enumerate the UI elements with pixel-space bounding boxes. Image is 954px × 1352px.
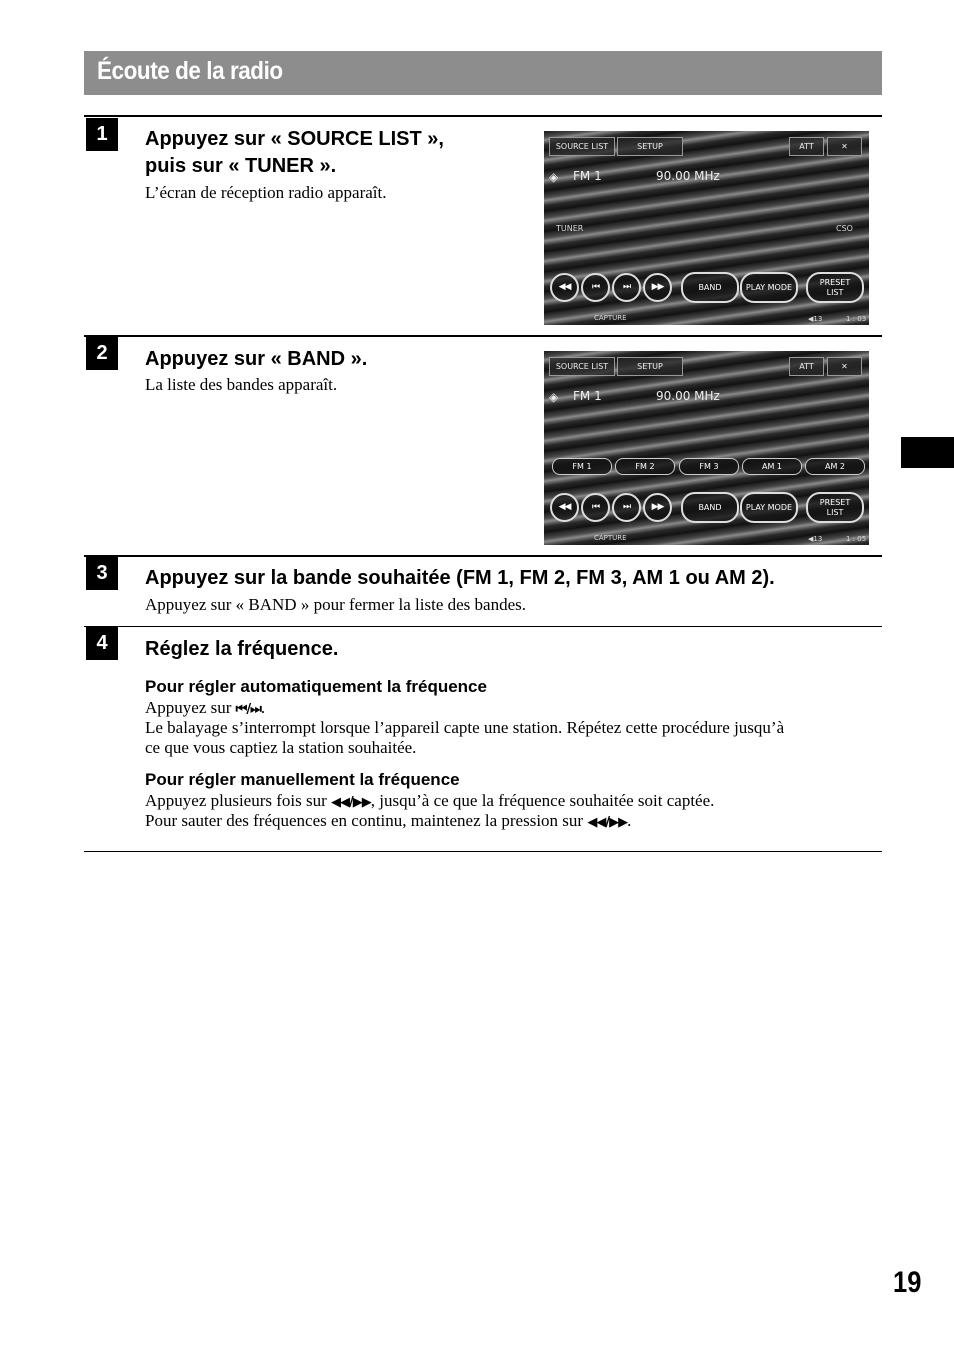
capture-label[interactable]: CAPTURE xyxy=(594,534,627,542)
band-option-am1[interactable]: AM 1 xyxy=(742,458,802,475)
page-number: 19 xyxy=(892,1266,921,1299)
auto-tune-suffix: . xyxy=(260,698,266,717)
prev-track-button[interactable]: ⏮ xyxy=(581,493,610,522)
section-header xyxy=(84,51,882,95)
preset-line2: LIST xyxy=(826,287,844,297)
band-label: FM 1 xyxy=(573,389,602,403)
play-mode-button[interactable]: PLAY MODE xyxy=(740,492,798,523)
side-tab-marker xyxy=(901,437,954,468)
frequency-display: 90.00 MHz xyxy=(656,389,720,403)
step-3-heading: Appuyez sur la bande souhaitée (FM 1, FM 2, FM 3, AM 1 ou AM 2). xyxy=(145,567,775,589)
att-button[interactable]: ATT xyxy=(789,137,824,156)
manual-tune-line1 xyxy=(145,791,714,813)
band-option-am2[interactable]: AM 2 xyxy=(805,458,865,475)
prev-next-icon: ⏮/⏭ xyxy=(235,702,261,717)
seek-back-button[interactable]: ◀◀ xyxy=(550,493,579,522)
source-list-button[interactable]: SOURCE LIST xyxy=(549,137,615,156)
step-number: 4 xyxy=(86,627,118,660)
seek-forward-button[interactable]: ▶▶ xyxy=(643,273,672,302)
cso-tag: CSO xyxy=(836,224,853,233)
seek-forward-button[interactable]: ▶▶ xyxy=(643,493,672,522)
clock: 1 : 03 xyxy=(846,315,867,323)
auto-tune-prefix: Appuyez sur xyxy=(145,698,232,717)
step-3-text: Appuyez sur « BAND » pour fermer la liste des bandes. xyxy=(145,595,526,614)
seek-icon: ◀◀/▶▶ xyxy=(587,815,628,830)
seek-icon: ◀◀/▶▶ xyxy=(331,795,371,810)
manual-tune-title: Pour régler manuellement la fréquence xyxy=(145,770,460,789)
manual-tune-line2 xyxy=(145,811,631,833)
setup-button[interactable]: SETUP xyxy=(617,357,683,376)
step-2-text: La liste des bandes apparaît. xyxy=(145,375,338,394)
next-track-button[interactable]: ⏭ xyxy=(612,273,641,302)
divider xyxy=(84,555,882,557)
preset-line1: PRESET xyxy=(819,277,851,287)
att-button[interactable]: ATT xyxy=(789,357,824,376)
capture-label[interactable]: CAPTURE xyxy=(594,314,627,322)
play-mode-button[interactable]: PLAY MODE xyxy=(740,272,798,303)
frequency-display: 90.00 MHz xyxy=(656,169,720,183)
band-label: FM 1 xyxy=(573,169,602,183)
tuner-screen-1 xyxy=(544,131,869,325)
next-track-button[interactable]: ⏭ xyxy=(612,493,641,522)
preset-list-button[interactable] xyxy=(806,492,864,523)
step-number: 2 xyxy=(86,337,118,370)
volume-indicator xyxy=(808,315,822,323)
band-button[interactable]: BAND xyxy=(681,492,739,523)
divider xyxy=(84,851,882,852)
prev-track-button[interactable]: ⏮ xyxy=(581,273,610,302)
close-button[interactable]: ✕ xyxy=(827,357,862,376)
preset-list-button[interactable] xyxy=(806,272,864,303)
band-arrows-icon: ◈ xyxy=(549,390,559,404)
manual-tune-line2-suffix: . xyxy=(627,811,632,830)
tuner-screen-2 xyxy=(544,351,869,545)
band-option-fm3[interactable]: FM 3 xyxy=(679,458,739,475)
step-1-text: L’écran de réception radio apparaît. xyxy=(145,183,387,202)
step-1-heading xyxy=(145,126,444,180)
band-arrows-icon: ◈ xyxy=(549,170,559,184)
clock: 1 : 05 xyxy=(846,535,867,543)
step-4-heading: Réglez la fréquence. xyxy=(145,638,339,660)
seek-back-button[interactable]: ◀◀ xyxy=(550,273,579,302)
speaker-icon: ◀ xyxy=(808,535,814,543)
source-name: TUNER xyxy=(556,224,584,233)
auto-tune-line3: ce que vous captiez la station souhaitée. xyxy=(145,738,417,757)
step-number: 3 xyxy=(86,557,118,590)
step-2-heading: Appuyez sur « BAND ». xyxy=(145,348,368,370)
manual-tune-suffix: , jusqu’à ce que la fréquence souhaitée soit captée. xyxy=(370,791,715,810)
band-option-fm1[interactable]: FM 1 xyxy=(552,458,612,475)
manual-tune-prefix: Appuyez plusieurs fois sur xyxy=(145,791,327,810)
setup-button[interactable]: SETUP xyxy=(617,137,683,156)
section-title: Écoute de la radio xyxy=(97,57,283,85)
preset-line1: PRESET xyxy=(819,497,851,507)
speaker-icon: ◀ xyxy=(808,315,814,323)
volume-level: 13 xyxy=(813,315,823,323)
band-option-fm2[interactable]: FM 2 xyxy=(615,458,675,475)
step-1-heading-line2: puis sur « TUNER ». xyxy=(145,155,337,177)
divider xyxy=(84,115,882,117)
band-button[interactable]: BAND xyxy=(681,272,739,303)
step-1-heading-line1: Appuyez sur « SOURCE LIST », xyxy=(145,128,444,150)
auto-tune-line2: Le balayage s’interrompt lorsque l’appareil capte une station. Répétez cette procédure jusqu’à xyxy=(145,718,785,737)
manual-tune-line2-prefix: Pour sauter des fréquences en continu, maintenez la pression sur xyxy=(145,811,584,830)
source-list-button[interactable]: SOURCE LIST xyxy=(549,357,615,376)
step-number: 1 xyxy=(86,118,118,151)
close-button[interactable]: ✕ xyxy=(827,137,862,156)
divider xyxy=(84,626,882,627)
auto-tune-title: Pour régler automatiquement la fréquence xyxy=(145,677,487,696)
volume-indicator xyxy=(808,535,822,543)
volume-level: 13 xyxy=(813,535,823,543)
auto-tune-line1 xyxy=(145,698,265,720)
divider xyxy=(84,335,882,337)
preset-line2: LIST xyxy=(826,507,844,517)
